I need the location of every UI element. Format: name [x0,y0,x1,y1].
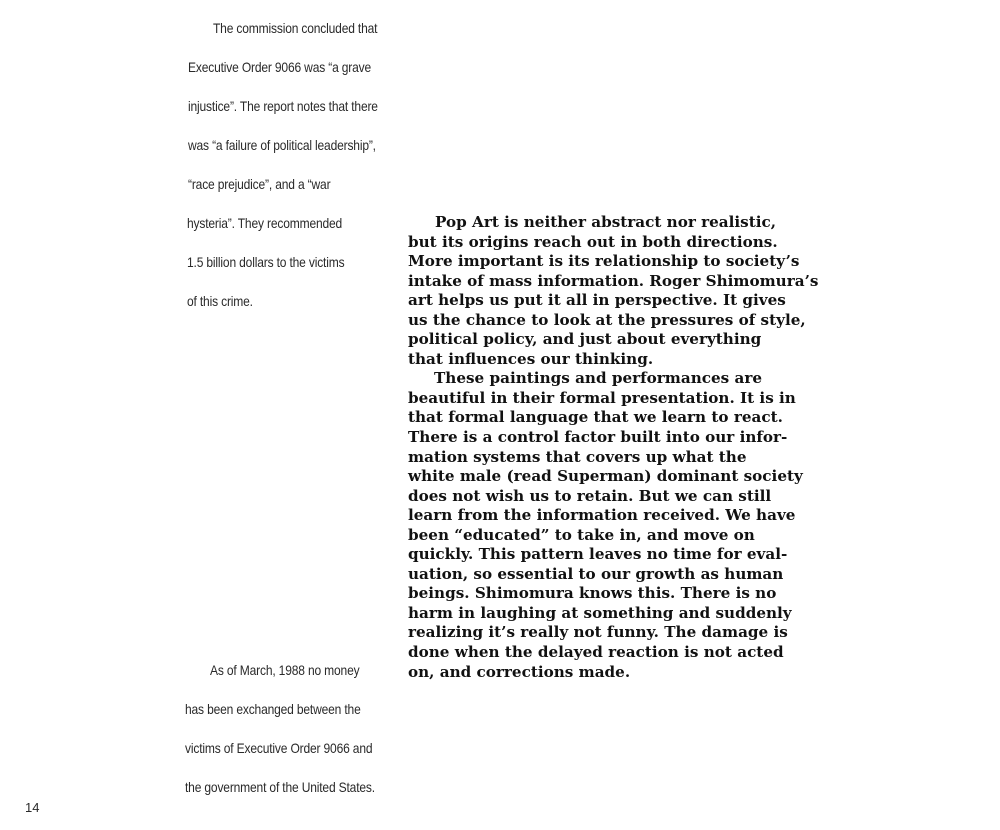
sidebar-line: victims of Executive Order 9066 and [185,740,373,756]
sidebar-line: As of March, 1988 no money [210,662,360,678]
essay-line: been “educated” to take in, and move on [408,525,755,544]
essay-line: beings. Shimomura knows this. There is no [408,584,777,603]
essay-line: mation systems that covers up what the [408,447,747,466]
essay-line: Pop Art is neither abstract nor realistic, [435,213,777,231]
essay-line: harm in laughing at something and suddenly [408,603,792,622]
essay-line: that formal language that we learn to react. [408,408,783,427]
sidebar-line: Executive Order 9066 was “a grave [188,59,372,75]
essay-line: white male (read Superman) dominant society [408,467,803,486]
essay-line: beautiful in their formal presentation. It is in [408,388,796,407]
sidebar-line: “race prejudice”, and a “war [188,176,331,192]
essay-line: art helps us put it all in perspective. It gives [408,291,786,310]
main-essay-text [408,213,819,682]
sidebar-line: the government of the United States. [185,779,375,795]
sidebar-line: of this crime. [187,293,253,309]
essay-line: learn from the information received. We have [408,506,796,525]
essay-line: There is a control factor built into our infor- [408,428,788,447]
essay-line: political policy, and just about everything [408,330,762,349]
essay-line: uation, so essential to our growth as human [408,564,784,583]
essay-line: done when the delayed reaction is not acted [408,643,784,662]
essay-line: quickly. This pattern leaves no time for eval- [408,545,788,564]
essay-line: but its origins reach out in both directions. [408,232,778,251]
essay-line: intake of mass information. Roger Shimomura’s [408,271,819,290]
sidebar-line: injustice”. The report notes that there [188,98,378,114]
sidebar-line: was “a failure of political leadership”, [188,137,376,153]
essay-line: realizing it’s really not funny. The damage is [408,623,788,642]
essay-line: on, and corrections made. [408,662,631,681]
essay-line: These paintings and performances are [434,369,763,388]
sidebar-line: has been exchanged between the [185,701,361,717]
sidebar-line: The commission concluded that [213,20,378,36]
page-number: 14 [25,800,40,815]
essay-line: More important is its relationship to society’s [408,252,800,271]
essay-line: us the chance to look at the pressures of style, [408,310,806,329]
essay-line: does not wish us to retain. But we can still [408,486,772,505]
sidebar-line: hysteria”. They recommended [187,215,343,231]
sidebar-line: 1.5 billion dollars to the victims [187,254,345,270]
essay-line: that influences our thinking. [408,349,654,368]
